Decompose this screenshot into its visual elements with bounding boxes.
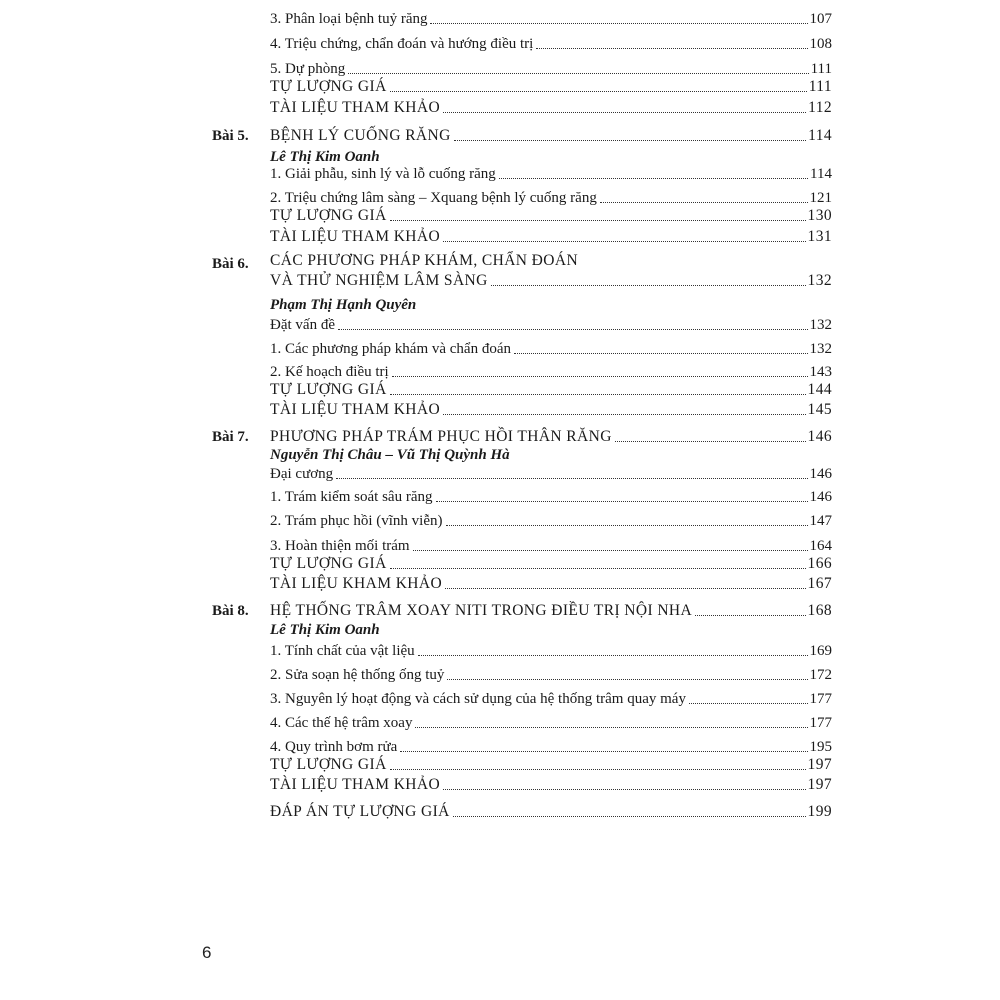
toc-entry: TÀI LIỆU KHAM KHẢO 167 (270, 575, 832, 592)
toc-entry: 2. Triệu chứng lâm sàng – Xquang bệnh lý cuống răng 121 (270, 190, 832, 206)
chapter-label: Bài 7. (212, 429, 249, 445)
toc-entry: TỰ LƯỢNG GIÁ 197 (270, 756, 832, 773)
chapter-author: Lê Thị Kim Oanh (270, 149, 380, 165)
toc-entry: 1. Tính chất của vật liệu 169 (270, 643, 832, 659)
toc-entry: 4. Quy trình bơm rửa 195 (270, 739, 832, 755)
toc-entry: 4. Triệu chứng, chẩn đoán và hướng điều trị 108 (270, 36, 832, 52)
toc-entry: TÀI LIỆU THAM KHẢO 131 (270, 228, 832, 245)
chapter-author: Phạm Thị Hạnh Quyên (270, 297, 417, 313)
chapter-title: VÀ THỬ NGHIỆM LÂM SÀNG 132 (270, 272, 832, 289)
toc-entry: TÀI LIỆU THAM KHẢO 145 (270, 401, 832, 418)
toc-entry: TÀI LIỆU THAM KHẢO 197 (270, 776, 832, 793)
chapter-title-line1: CÁC PHƯƠNG PHÁP KHÁM, CHẨN ĐOÁN (270, 252, 579, 269)
chapter-title: BỆNH LÝ CUỐNG RĂNG 114 (270, 127, 832, 144)
toc-entry: Đại cương 146 (270, 466, 832, 482)
toc-entry: 2. Kế hoạch điều trị 143 (270, 364, 832, 380)
toc-entry: 5. Dự phòng 111 (270, 61, 832, 77)
toc-entry: 1. Trám kiểm soát sâu răng 146 (270, 489, 832, 505)
chapter-label: Bài 5. (212, 128, 249, 144)
toc-entry: 3. Nguyên lý hoạt động và cách sử dụng của hệ thống trâm quay máy 177 (270, 691, 832, 707)
toc-entry: 4. Các thế hệ trâm xoay 177 (270, 715, 832, 731)
chapter-author: Lê Thị Kim Oanh (270, 622, 380, 638)
chapter-author: Nguyễn Thị Châu – Vũ Thị Quỳnh Hà (270, 447, 510, 463)
answers-entry: ĐÁP ÁN TỰ LƯỢNG GIÁ 199 (270, 803, 832, 820)
page-number: 6 (202, 943, 212, 962)
toc-entry: 1. Giải phẫu, sinh lý và lỗ cuống răng 114 (270, 166, 832, 182)
chapter-label: Bài 8. (212, 603, 249, 619)
toc-entry: TỰ LƯỢNG GIÁ 111 (270, 78, 832, 95)
toc-entry: 3. Phân loại bệnh tuỷ răng 107 (270, 11, 832, 27)
toc-entry: Đặt vấn đề 132 (270, 317, 832, 333)
chapter-label: Bài 6. (212, 256, 249, 272)
toc-entry: TÀI LIỆU THAM KHẢO 112 (270, 99, 832, 116)
toc-entry: 3. Hoàn thiện mối trám 164 (270, 538, 832, 554)
toc-entry: TỰ LƯỢNG GIÁ 166 (270, 555, 832, 572)
toc-entry: TỰ LƯỢNG GIÁ 130 (270, 207, 832, 224)
toc-entry: 1. Các phương pháp khám và chẩn đoán 132 (270, 341, 832, 357)
toc-entry: 2. Trám phục hồi (vĩnh viễn) 147 (270, 513, 832, 529)
chapter-title: HỆ THỐNG TRÂM XOAY NITI TRONG ĐIỀU TRỊ NỘI NHA 168 (270, 602, 832, 619)
toc-entry: 2. Sửa soạn hệ thống ống tuỷ 172 (270, 667, 832, 683)
chapter-title: PHƯƠNG PHÁP TRÁM PHỤC HỒI THÂN RĂNG 146 (270, 428, 832, 445)
toc-entry: TỰ LƯỢNG GIÁ 144 (270, 381, 832, 398)
